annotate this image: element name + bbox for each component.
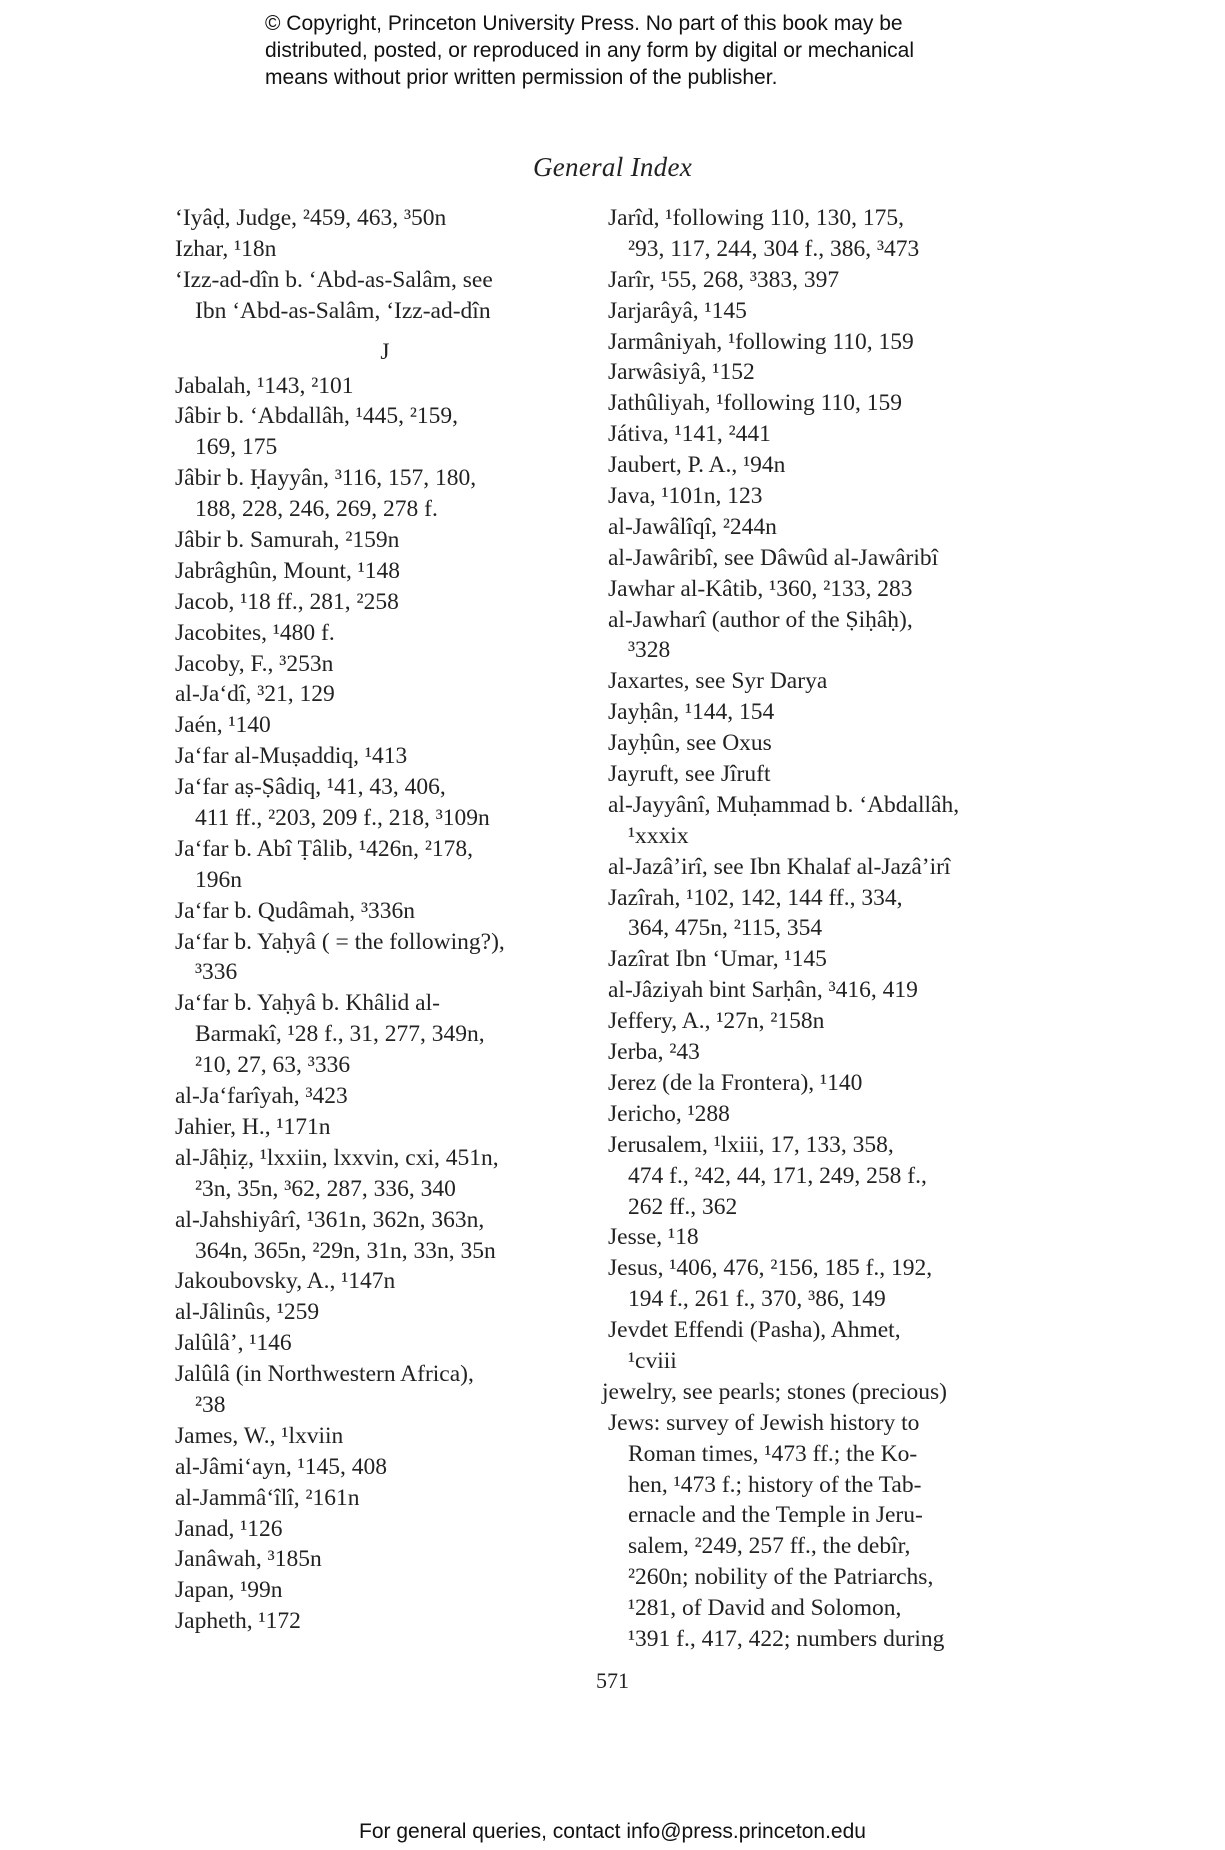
index-line: 194 f., 261 f., 370, ³86, 149 <box>628 1286 886 1313</box>
index-line: Ja‘far b. Yaḥyâ b. Khâlid al- <box>175 990 440 1017</box>
index-line: Ja‘far b. Qudâmah, ³336n <box>175 897 416 924</box>
index-line: 474 f., ²42, 44, 171, 249, 258 f., <box>628 1162 927 1189</box>
footer-contact: For general queries, contact info@press.princeton.edu <box>359 1820 866 1843</box>
index-line: Jarîr, ¹55, 268, ³383, 397 <box>608 266 840 293</box>
copyright-line: © Copyright, Princeton University Press. No part of this book may be <box>265 12 903 35</box>
index-line: Izhar, ¹18n <box>175 235 277 262</box>
index-line: Jabrâghûn, Mount, ¹148 <box>175 557 401 584</box>
index-line: Jarwâsiyâ, ¹152 <box>608 359 755 386</box>
index-line: Jacobites, ¹480 f. <box>175 619 335 646</box>
index-line: Jalûlâ (in Northwestern Africa), <box>175 1361 474 1388</box>
index-line: ‘Izz-ad-dîn b. ‘Abd-as-Salâm, see <box>175 266 493 293</box>
index-line: Ja‘far b. Yaḥyâ ( = the following?), <box>175 928 505 955</box>
index-line: salem, ²249, 257 ff., the debîr, <box>628 1533 911 1560</box>
index-column-left <box>175 203 595 1637</box>
index-line: al-Jayyânî, Muḥammad b. ‘Abdallâh, <box>608 791 960 818</box>
index-line: al-Jammâ‘îlî, ²161n <box>175 1484 360 1511</box>
copyright-notice <box>265 10 1025 91</box>
index-line: al-Jâḥiẓ, ¹lxxiin, lxxvin, cxi, 451n, <box>175 1144 499 1171</box>
index-line: al-Jazâ’irî, see Ibn Khalaf al-Jazâ’irî <box>608 853 951 880</box>
index-line: ¹cviii <box>628 1347 677 1374</box>
index-line: Ja‘far b. Abî Ṭâlib, ¹426n, ²178, <box>175 835 473 862</box>
index-line: Jacob, ¹18 ff., 281, ²258 <box>175 588 399 615</box>
index-line: Jalûlâ’, ¹146 <box>175 1330 292 1357</box>
index-line: Jarmâniyah, ¹following 110, 159 <box>608 328 914 355</box>
index-line: ³328 <box>628 637 671 664</box>
index-line: ¹391 f., 417, 422; numbers during <box>628 1625 945 1652</box>
index-line: ³336 <box>195 959 238 986</box>
index-line: Jazîrah, ¹102, 142, 144 ff., 334, <box>608 884 903 911</box>
index-line: al-Jawharî (author of the Ṣiḥâḥ), <box>608 606 913 633</box>
index-line: Jahier, H., ¹171n <box>175 1113 331 1140</box>
index-line: Ja‘far al-Muṣaddiq, ¹413 <box>175 743 408 770</box>
index-line: ²10, 27, 63, ³336 <box>195 1052 351 1079</box>
index-line: ²3n, 35n, ³62, 287, 336, 340 <box>195 1175 456 1202</box>
index-line: Jarjarâyâ, ¹145 <box>608 297 747 324</box>
index-line: Jarîd, ¹following 110, 130, 175, <box>608 205 904 231</box>
index-line: Jazîrat Ibn ‘Umar, ¹145 <box>608 946 827 973</box>
index-line: Játiva, ¹141, ²441 <box>608 421 771 448</box>
index-line: 411 ff., ²203, 209 f., 218, ³109n <box>195 805 490 832</box>
index-line: Jayḥân, ¹144, 154 <box>608 699 775 726</box>
index-line: Jesse, ¹18 <box>608 1224 699 1251</box>
index-line: Ja‘far aṣ-Ṣâdiq, ¹41, 43, 406, <box>175 774 446 801</box>
index-line: Japheth, ¹172 <box>175 1608 301 1635</box>
copyright-line: means without prior written permission of the publisher. <box>265 66 778 89</box>
index-line: Jayḥûn, see Oxus <box>608 730 772 757</box>
section-letter: J <box>380 338 390 365</box>
index-line: Ibn ‘Abd-as-Salâm, ‘Izz-ad-dîn <box>195 297 491 324</box>
index-line: Jesus, ¹406, 476, ²156, 185 f., 192, <box>608 1255 933 1282</box>
index-line: Jericho, ¹288 <box>608 1100 730 1127</box>
index-line: 364n, 365n, ²29n, 31n, 33n, 35n <box>195 1237 496 1264</box>
index-line: hen, ¹473 f.; history of the Tab- <box>628 1471 922 1498</box>
index-line: Jathûliyah, ¹following 110, 159 <box>608 390 903 417</box>
index-line: 262 ff., 362 <box>628 1193 738 1220</box>
index-line: ¹xxxix <box>628 822 689 849</box>
copyright-line: distributed, posted, or reproduced in any form by digital or mechanical <box>265 39 915 62</box>
index-line: Jabalah, ¹143, ²101 <box>175 372 354 399</box>
index-line: Jawhar al-Kâtib, ¹360, ²133, 283 <box>608 575 913 602</box>
index-line: Jaxartes, see Syr Darya <box>608 668 828 695</box>
index-line: Barmakî, ¹28 f., 31, 277, 349n, <box>195 1021 485 1048</box>
index-line: Jerba, ²43 <box>608 1039 700 1066</box>
page-number: 571 <box>596 1668 629 1693</box>
index-line: 169, 175 <box>195 434 278 461</box>
index-line: 188, 228, 246, 269, 278 f. <box>195 496 438 523</box>
index-line: al-Jahshiyârî, ¹361n, 362n, 363n, <box>175 1206 485 1233</box>
index-line: al-Jawâlîqî, ²244n <box>608 513 777 540</box>
index-line: Jakoubovsky, A., ¹147n <box>175 1268 396 1295</box>
index-line: Jayruft, see Jîruft <box>608 761 771 788</box>
index-line: Java, ¹101n, 123 <box>608 483 763 510</box>
index-line: al-Jâlinûs, ¹259 <box>175 1299 320 1326</box>
index-line: Jerusalem, ¹lxiii, 17, 133, 358, <box>608 1131 894 1158</box>
index-line: Jâbir b. ‘Abdallâh, ¹445, ²159, <box>175 403 458 430</box>
index-line: ²93, 117, 244, 304 f., 386, ³473 <box>628 235 920 262</box>
index-line: jewelry, see pearls; stones (precious) <box>602 1378 947 1405</box>
index-column-right <box>602 203 1028 1655</box>
running-head: General Index <box>532 152 693 182</box>
index-line: ernacle and the Temple in Jeru- <box>628 1502 923 1529</box>
index-line: Janâwah, ³185n <box>175 1546 322 1573</box>
index-line: Jevdet Effendi (Pasha), Ahmet, <box>608 1317 901 1344</box>
index-line: Roman times, ¹473 ff.; the Ko- <box>628 1440 918 1467</box>
index-line: Jâbir b. Samurah, ²159n <box>175 527 400 554</box>
index-line: Jews: survey of Jewish history to <box>608 1409 920 1436</box>
index-line: al-Jâziyah bint Sarḥân, ³416, 419 <box>608 977 918 1004</box>
index-line: al-Ja‘dî, ³21, 129 <box>175 681 335 708</box>
index-line: ²260n; nobility of the Patriarchs, <box>628 1564 934 1591</box>
index-line: 364, 475n, ²115, 354 <box>628 915 823 942</box>
index-line: 196n <box>195 866 242 893</box>
index-line: Janad, ¹126 <box>175 1515 283 1542</box>
index-line: Jerez (de la Frontera), ¹140 <box>608 1069 863 1096</box>
index-line: James, W., ¹lxviin <box>175 1422 344 1449</box>
index-line: Jaubert, P. A., ¹94n <box>608 452 786 479</box>
index-line: ²38 <box>195 1391 226 1418</box>
index-line: Jâbir b. Ḥayyân, ³116, 157, 180, <box>175 465 477 492</box>
index-line: ‘Iyâḍ, Judge, ²459, 463, ³50n <box>175 205 447 231</box>
index-line: al-Jawâribî, see Dâwûd al-Jawâribî <box>608 544 939 571</box>
index-line: Jaén, ¹140 <box>175 712 271 739</box>
index-line: Japan, ¹99n <box>175 1577 283 1604</box>
index-line: Jacoby, F., ³253n <box>175 650 334 677</box>
index-line: ¹281, of David and Solomon, <box>628 1595 902 1622</box>
index-line: al-Ja‘farîyah, ³423 <box>175 1083 348 1110</box>
index-line: Jeffery, A., ¹27n, ²158n <box>608 1008 825 1035</box>
index-line: al-Jâmi‘ayn, ¹145, 408 <box>175 1453 387 1480</box>
